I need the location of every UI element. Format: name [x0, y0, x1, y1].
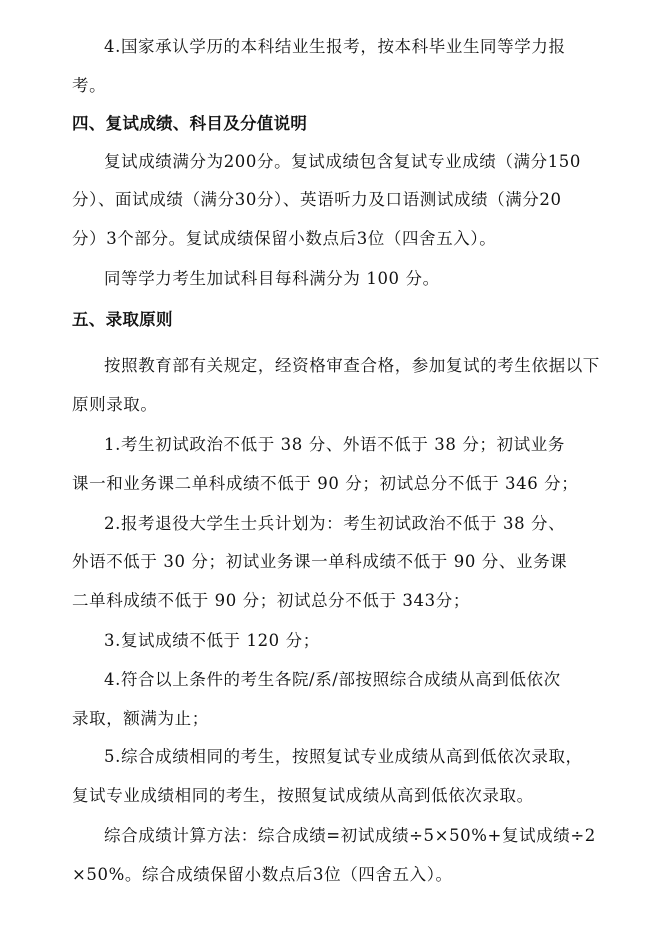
paragraph-line: 5.综合成绩相同的考生，按照复试专业成绩从高到低依次录取，: [104, 747, 583, 766]
paragraph-line: 考。: [72, 76, 107, 95]
paragraph-line: 二单科成绩不低于 90 分；初试总分不低于 343分；: [72, 591, 470, 610]
paragraph-line: 2.报考退役大学生士兵计划为：考生初试政治不低于 38 分、: [104, 514, 566, 533]
paragraph-line: 分）3个部分。复试成绩保留小数点后3位（四舍五入）。: [72, 229, 497, 248]
paragraph-line: 综合成绩计算方法：综合成绩=初试成绩÷5×50%+复试成绩÷2: [104, 826, 596, 845]
paragraph-line: 课一和业务课二单科成绩不低于 90 分；初试总分不低于 346 分；: [72, 474, 579, 493]
section-heading: 四、复试成绩、科目及分值说明: [72, 114, 308, 133]
paragraph-line: 按照教育部有关规定，经资格审查合格，参加复试的考生依据以下: [104, 356, 600, 375]
paragraph-line: 1.考生初试政治不低于 38 分、外语不低于 38 分；初试业务: [104, 435, 565, 454]
paragraph-line: 录取，额满为止；: [72, 709, 209, 728]
paragraph-line: 外语不低于 30 分；初试业务课一单科成绩不低于 90 分、业务课: [72, 552, 568, 571]
paragraph-line: 4.符合以上条件的考生各院/系/部按照综合成绩从高到低依次: [104, 670, 561, 689]
paragraph-line: 复试专业成绩相同的考生，按照复试成绩从高到低依次录取。: [72, 786, 534, 805]
paragraph-line: ×50%。综合成绩保留小数点后3位（四舍五入）。: [72, 865, 453, 884]
paragraph-line: 同等学力考生加试科目每科满分为 100 分。: [104, 269, 440, 288]
section-heading: 五、录取原则: [72, 310, 173, 329]
paragraph-line: 原则录取。: [72, 395, 158, 414]
paragraph-line: 复试成绩满分为200分。复试成绩包含复试专业成绩（满分150: [104, 152, 581, 171]
paragraph-line: 分）、面试成绩（满分30分）、英语听力及口语测试成绩（满分20: [72, 190, 562, 209]
paragraph-line: 3.复试成绩不低于 120 分；: [104, 631, 320, 650]
paragraph-line: 4.国家承认学历的本科结业生报考，按本科毕业生同等学力报: [104, 37, 566, 56]
